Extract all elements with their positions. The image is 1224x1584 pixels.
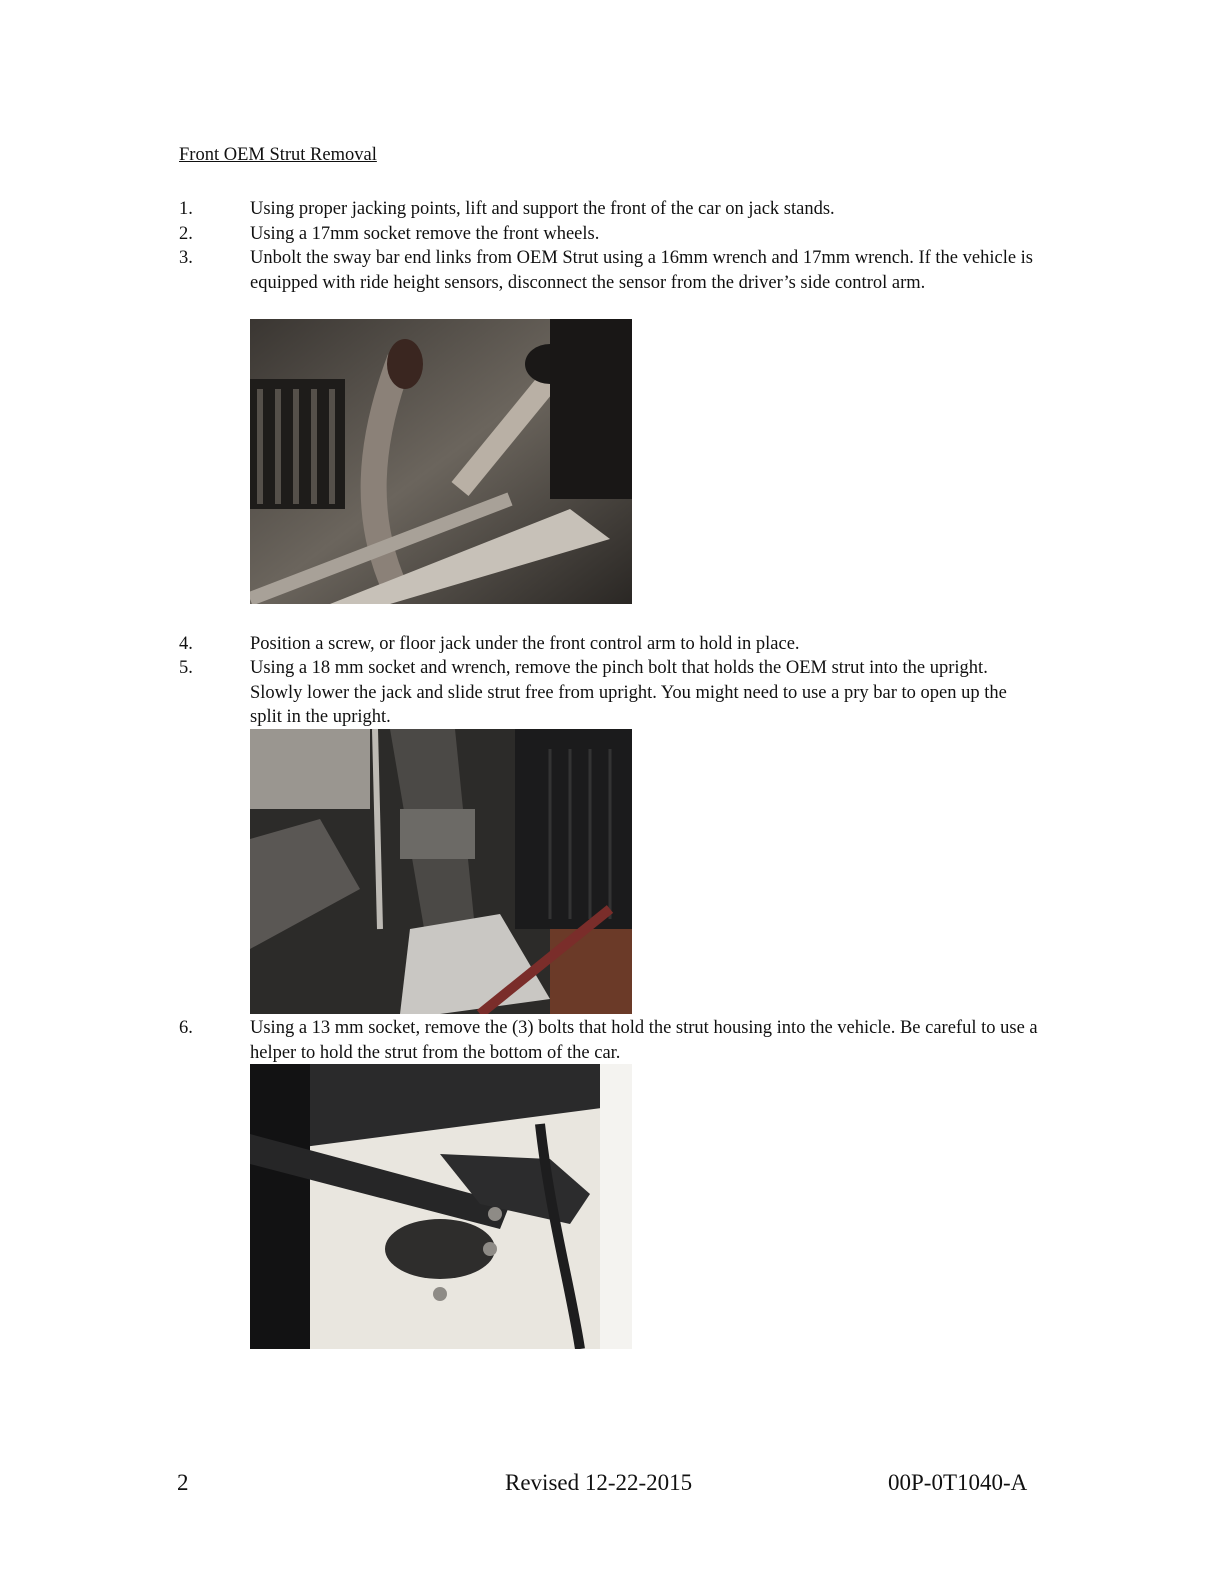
step-number: 1. xyxy=(179,199,193,219)
step-number: 5. xyxy=(179,658,193,678)
step-number: 2. xyxy=(179,224,193,244)
step-text: Using proper jacking points, lift and support the front of the car on jack stands. xyxy=(250,199,835,219)
revision-date: Revised 12-22-2015 xyxy=(505,1470,693,1495)
step-number: 3. xyxy=(179,248,193,268)
section-title: Front OEM Strut Removal xyxy=(179,145,377,165)
step-text: Position a screw, or floor jack under the front control arm to hold in place. xyxy=(250,634,800,654)
document-code: 00P-0T1040-A xyxy=(888,1470,1028,1495)
strut-housing-bolts-photo xyxy=(250,1064,632,1349)
step-number: 4. xyxy=(179,634,193,654)
step-number: 6. xyxy=(179,1018,193,1038)
sway-bar-end-link-photo xyxy=(250,319,632,604)
strut-pinch-bolt-photo xyxy=(250,729,632,1014)
step-text: Using a 13 mm socket, remove the (3) bolts that hold the strut housing into the vehicle. Be careful to use a helper to hold the strut from the bottom of the car. xyxy=(250,1018,1038,1063)
page-number: 2 xyxy=(177,1470,189,1495)
step-text: Unbolt the sway bar end links from OEM Strut using a 16mm wrench and 17mm wrench. If the vehicle is equipped with ride height sensors, disconnect the sensor from the driver’s side control arm. xyxy=(250,248,1034,293)
step-text: Using a 18 mm socket and wrench, remove the pinch bolt that holds the OEM strut into the upright. Slowly lower the jack and slide strut free from upright. You might need to use a pry bar to open up the split in the upright. xyxy=(250,658,1007,727)
step-text: Using a 17mm socket remove the front wheels. xyxy=(250,224,600,244)
